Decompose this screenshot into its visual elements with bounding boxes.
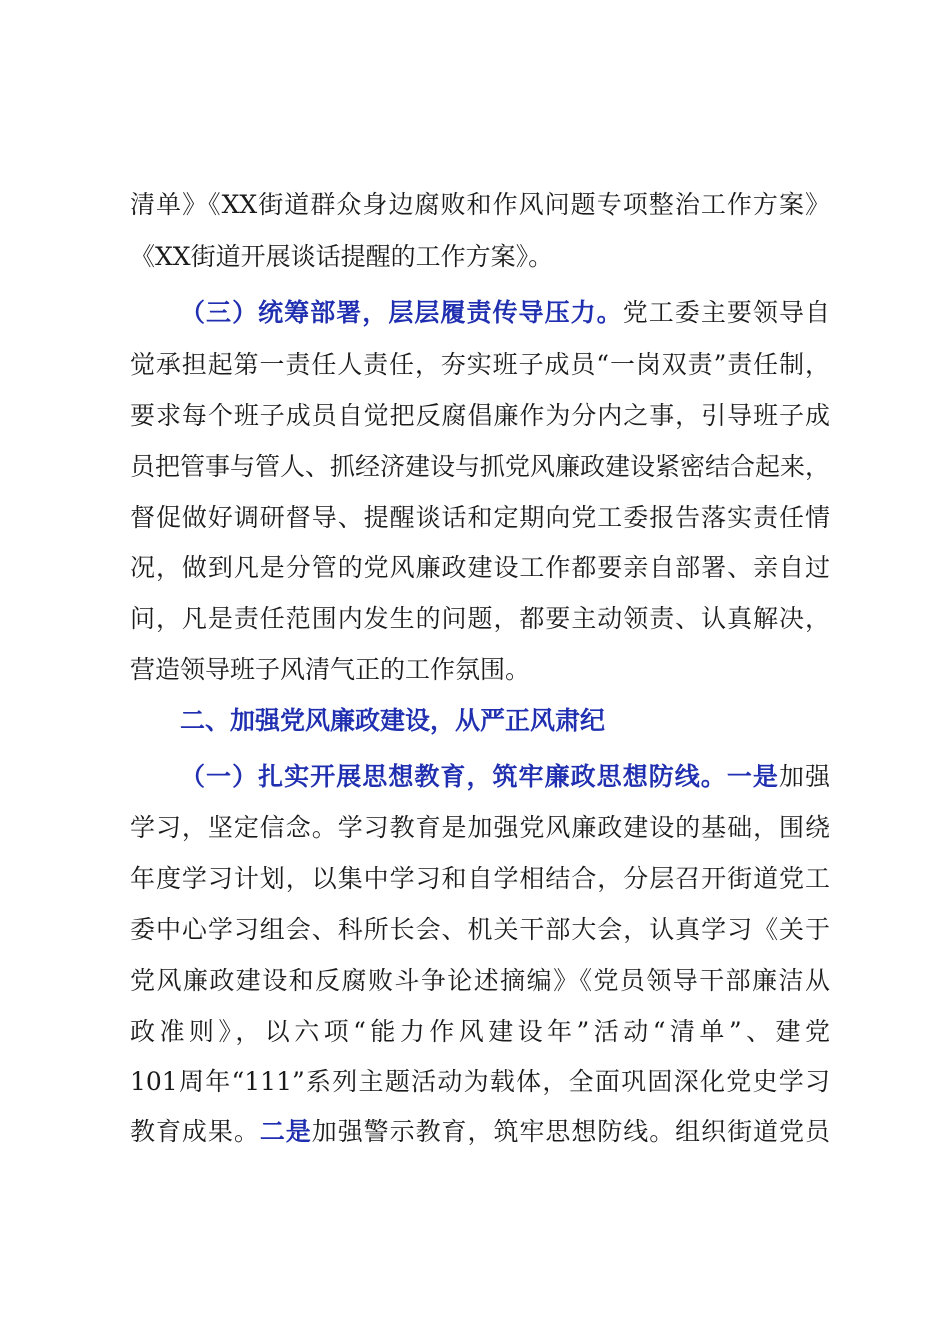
text-line <box>130 961 830 1001</box>
text-line <box>130 910 830 950</box>
section-heading-line <box>180 293 830 333</box>
text-segment: 加强警示教育，筑牢思想防线。组织街道党员 <box>311 1117 830 1146</box>
text-segment: 委中心学习组会、科所长会、机关干部大会，认真学习《关于 <box>130 915 830 944</box>
text-segment: 督促做好调研督导、提醒谈话和定期向党工委报告落实责任情 <box>130 503 830 532</box>
text-line <box>130 237 830 277</box>
text-line <box>130 859 830 899</box>
text-segment: 101周年“111”系列主题活动为载体，全面巩固深化党史学习 <box>130 1067 830 1096</box>
text-segment: 觉承担起第一责任人责任，夯实班子成员“一岗双责”责任制， <box>130 350 830 379</box>
section-heading: （一）扎实开展思想教育，筑牢廉政思想防线。一是 <box>180 762 779 791</box>
text-segment: 学习，坚定信念。学习教育是加强党风廉政建设的基础，围绕 <box>130 813 830 842</box>
chapter-heading: 二、加强党风廉政建设，从严正风肃纪 <box>180 706 606 735</box>
text-line <box>130 396 830 436</box>
section-heading: （三）统筹部署，层层履责传导压力。 <box>180 298 623 327</box>
text-segment: 营造领导班子风清气正的工作氛围。 <box>130 655 531 684</box>
text-line <box>130 1012 830 1052</box>
text-line <box>130 650 830 690</box>
text-segment: 教育成果。 <box>130 1117 260 1146</box>
text-line <box>130 185 830 225</box>
section-heading-line <box>180 757 830 797</box>
text-line <box>130 1062 830 1102</box>
text-line <box>130 1112 830 1152</box>
text-segment: 年度学习计划，以集中学习和自学相结合，分层召开街道党工 <box>130 864 830 893</box>
chapter-heading-line <box>180 701 830 741</box>
text-line <box>130 447 830 487</box>
text-line <box>130 345 830 385</box>
text-segment: 员把管事与管人、抓经济建设与抓党风廉政建设紧密结合起来， <box>130 452 831 481</box>
text-segment: 清单》《XX街道群众身边腐败和作风问题专项整治工作方案》 <box>130 190 830 219</box>
text-segment: 党工委主要领导自 <box>622 298 830 327</box>
text-segment: 党风廉政建设和反腐败斗争论述摘编》《党员领导干部廉洁从 <box>130 966 830 995</box>
text-segment: 加强 <box>778 762 830 791</box>
text-segment: 政准则》，以六项“能力作风建设年”活动“清单”、建党 <box>130 1017 831 1046</box>
text-segment: 问，凡是责任范围内发生的问题，都要主动领责、认真解决， <box>130 604 830 633</box>
text-line <box>130 599 830 639</box>
text-line <box>130 548 830 588</box>
text-line <box>130 498 830 538</box>
text-segment: 况，做到凡是分管的党风廉政建设工作都要亲自部署、亲自过 <box>130 553 830 582</box>
text-line <box>130 808 830 848</box>
text-segment: 要求每个班子成员自觉把反腐倡廉作为分内之事，引导班子成 <box>130 401 830 430</box>
emphasis-text: 二是 <box>259 1117 312 1146</box>
text-segment: 《XX街道开展谈话提醒的工作方案》。 <box>130 242 554 271</box>
